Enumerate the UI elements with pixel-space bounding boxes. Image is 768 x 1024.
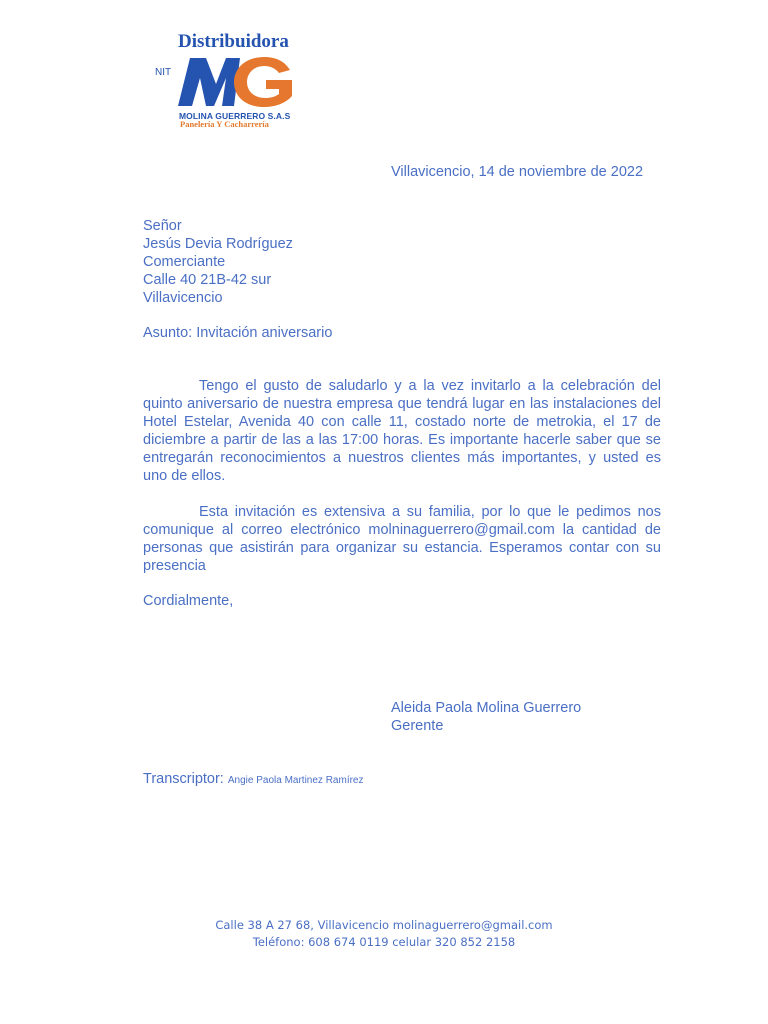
company-subtitle: Panelería Y Cacharrería	[180, 119, 269, 129]
body-paragraph-2: Esta invitación es extensiva a su familia, por lo que le pedimos nos comunique al correo electrónico molninaguerrero@gmail.com la cantidad de personas que asistirán para organizar su estancia. Esperamos contar con su presencia	[143, 504, 661, 574]
transcriptor-name: Angie Paola Martinez Ramírez	[227, 775, 364, 786]
recipient-name: Jesús Devia Rodríguez	[143, 236, 293, 252]
logo-m-shape	[178, 58, 240, 106]
body-paragraph-1: Tengo el gusto de saludarlo y a la vez invitarlo a la celebración del quinto aniversario de nuestra empresa que tendrá lugar en las instalaciones del Hotel Estelar, Avenida 40 con calle 11, costado norte de metrokia, el 17 de diciembre a partir de las a las 17:00 horas. Es importante hacerle saber que se entregarán reconocimientos a nuestros clientes más importantes, y usted es uno de ellos.	[143, 378, 661, 484]
place-date: Villavicencio, 14 de noviembre de 2022	[391, 164, 644, 180]
brand-title: Distribuidora	[178, 31, 289, 52]
company-name: MOLINA GUERRERO S.A.S	[179, 111, 291, 121]
recipient-city: Villavicencio	[143, 290, 223, 306]
nit-label: NIT	[155, 67, 172, 78]
recipient-title: Comerciante	[143, 254, 226, 270]
letter-subject: Asunto: Invitación aniversario	[143, 325, 333, 341]
closing: Cordialmente,	[143, 593, 234, 609]
signer-name: Aleida Paola Molina Guerrero	[391, 700, 582, 716]
transcriptor-label: Transcriptor:	[143, 771, 224, 787]
recipient-salutation: Señor	[143, 218, 182, 234]
footer-address: Calle 38 A 27 68, Villavicencio molinaguerrero@gmail.com	[215, 918, 553, 932]
recipient-address: Calle 40 21B-42 sur	[143, 272, 272, 288]
company-logo-icon	[176, 56, 294, 108]
logo-g-shape	[234, 57, 292, 107]
transcriptor-line	[143, 770, 364, 790]
footer-phone: Teléfono: 608 674 0119 celular 320 852 2158	[252, 935, 516, 949]
signer-role: Gerente	[391, 718, 444, 734]
